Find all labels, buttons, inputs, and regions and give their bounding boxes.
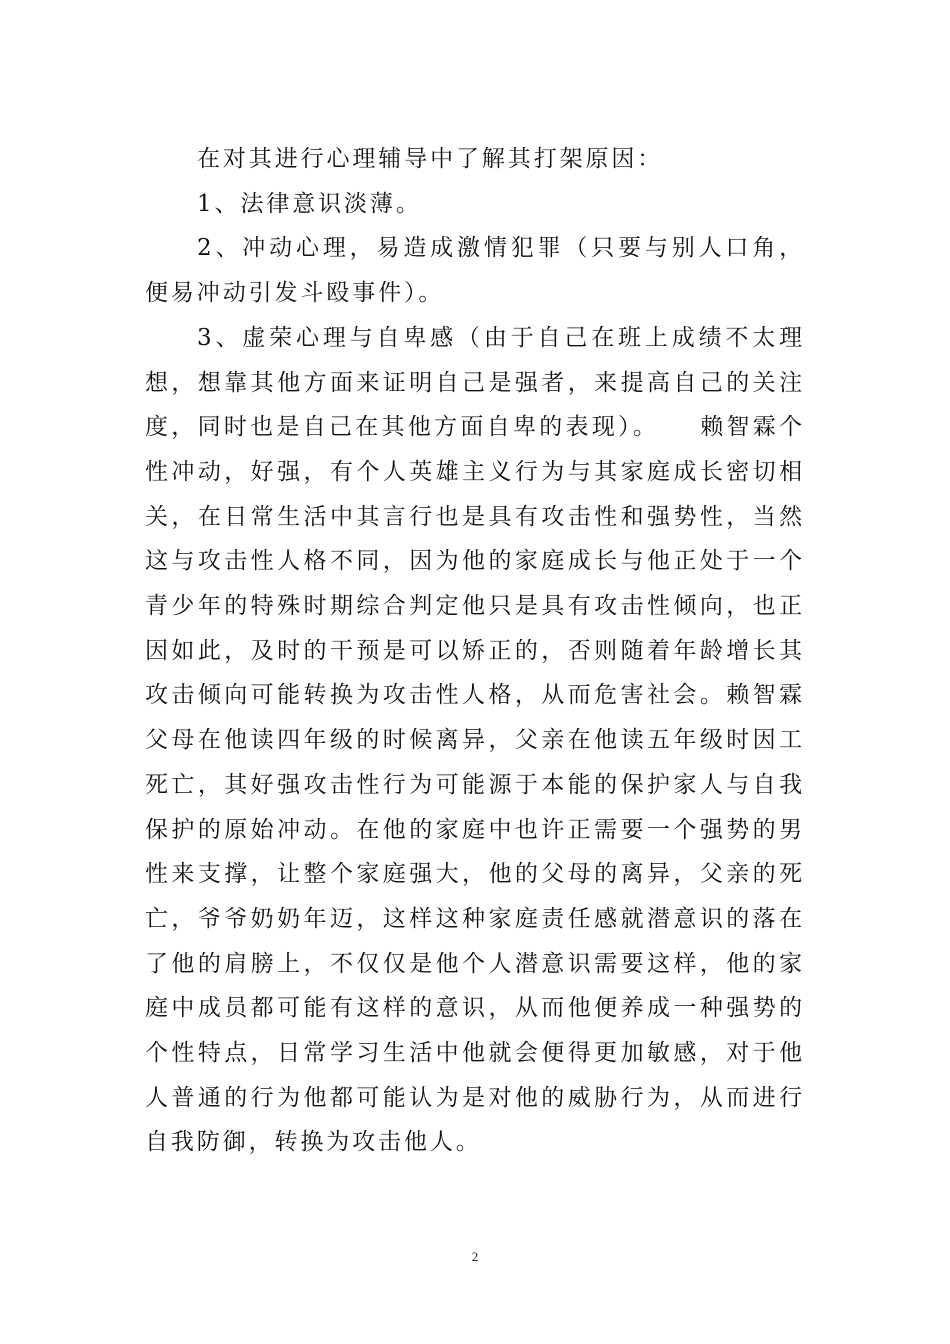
paragraph-reason-2: 2、冲动心理，易造成激情犯罪（只要与别人口角，便易冲动引发斗殴事件）。 xyxy=(145,235,805,307)
paragraph-reason-1: 1、法律意识淡薄。 xyxy=(197,190,422,217)
paragraph-reason-3: 3、虚荣心理与自卑感（由于自己在班上成绩不太理想，想靠其他方面来证明自己是强者，来提高自己的关注度，同时也是自己在其他方面自卑的表现）。 赖智霖个性冲动，好强，有个人英雄主义行为与其家庭成长密切相关，在日常生活中其言行也是具有攻击性和强势性，当然这与攻击性人格不同，因为他的家庭成长与他正处于一个青少年的特殊时期综合判定他只是具有攻击性倾向，也正因如此，及时的干预是可以矫正的，否则随着年龄增长其攻击倾向可能转换为攻击性人格，从而危害社会。赖智霖父母在他读四年级的时候离异，父亲在他读五年级时因工死亡，其好强攻击性行为可能源于本能的保护家人与自我保护的原始冲动。在他的家庭中也许正需要一个强势的男性来支撑，让整个家庭强大，他的父母的离异，父亲的死亡，爷爷奶奶年迈，这样这种家庭责任感就潜意识的落在了他的肩膀上，不仅仅是他个人潜意识需要这样，他的家庭中成员都可能有这样的意识，从而他便养成一种强势的个性特点，日常学习生活中他就会便得更加敏感，对于他人普通的行为他都可能认为是对他的威胁行为，从而进行自我防御，转换为攻击他人。 xyxy=(145,324,805,1156)
document-body xyxy=(145,137,805,1165)
page-number: 2 xyxy=(471,1249,479,1264)
paragraph-intro: 在对其进行心理辅导中了解其打架原因： xyxy=(197,146,664,172)
